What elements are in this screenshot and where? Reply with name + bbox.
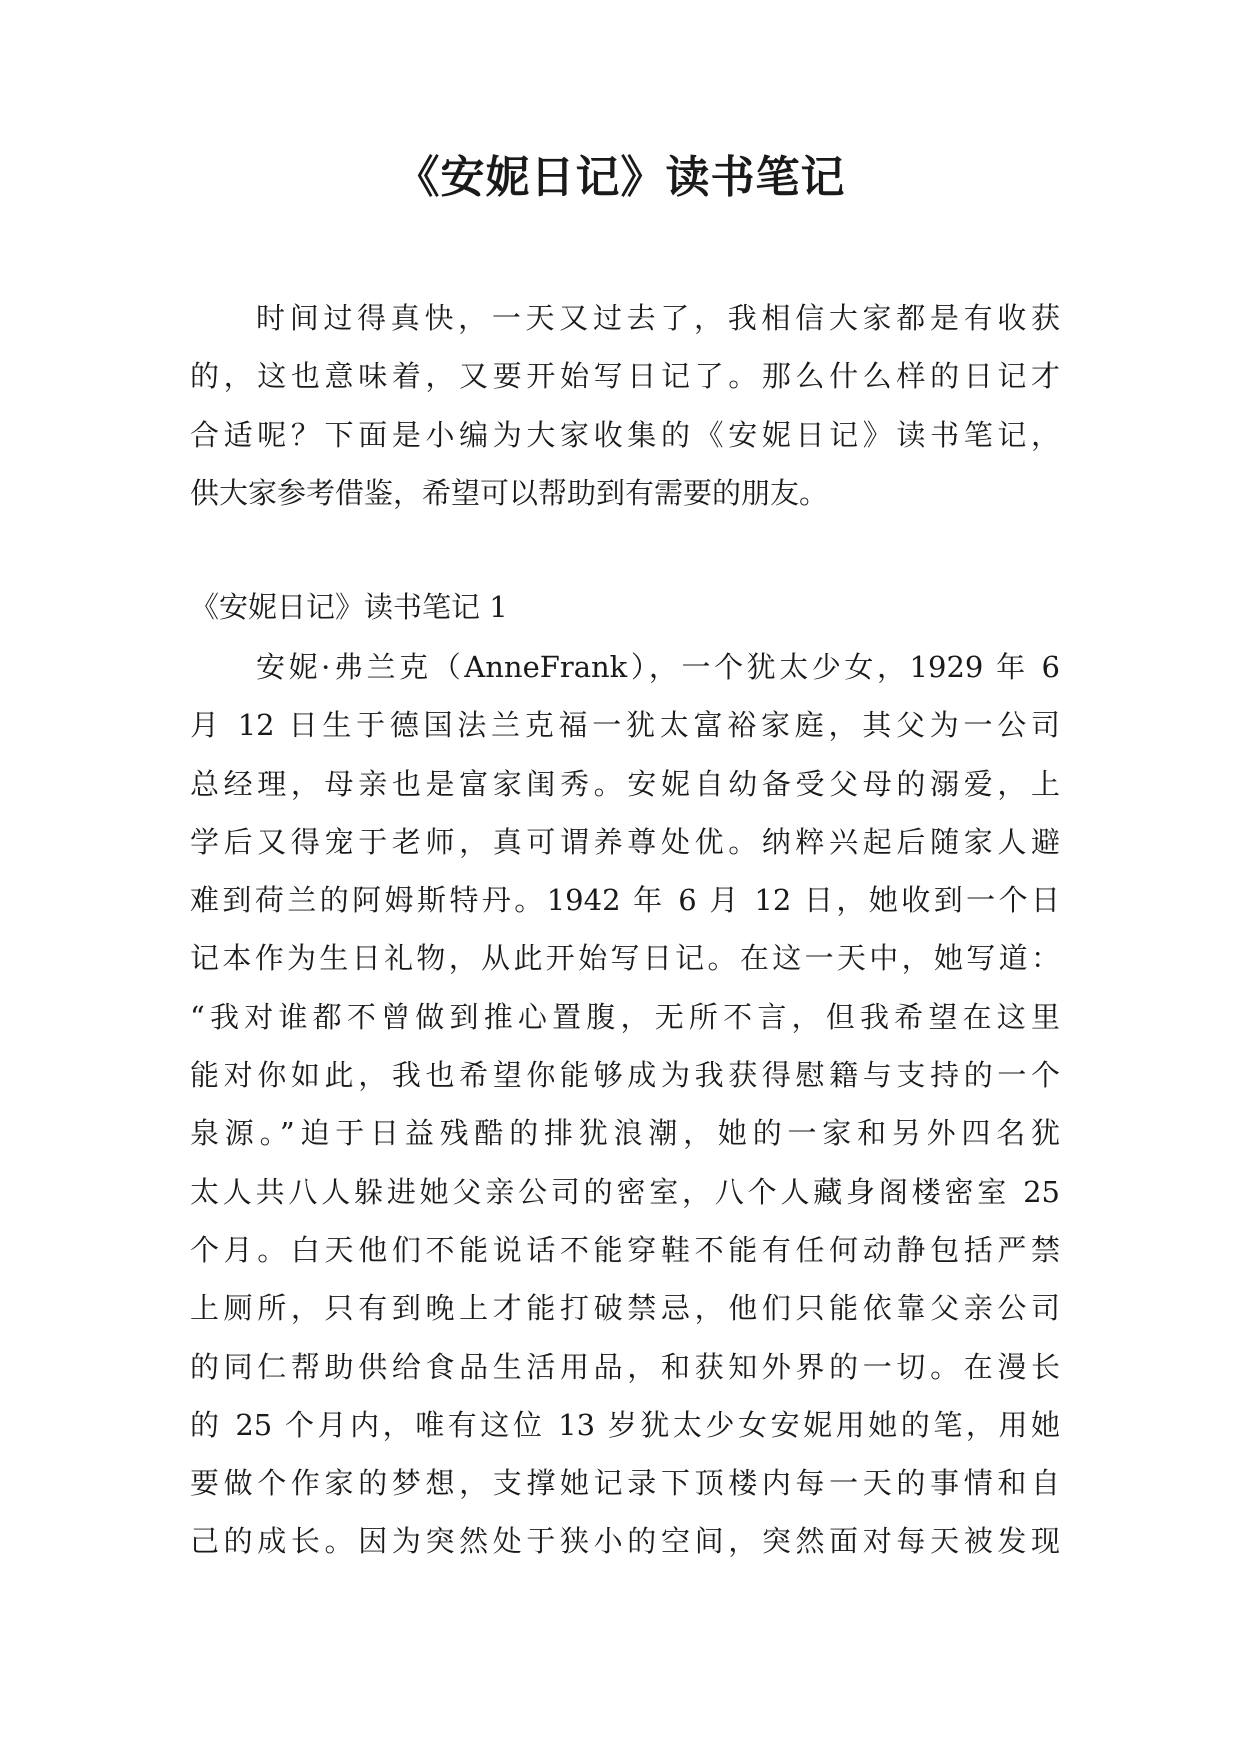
intro-paragraph xyxy=(190,289,1060,522)
intro-line: 的，这也意味着，又要开始写日记了。那么什么样的日记才 xyxy=(190,359,1060,394)
article-line: 己的成长。因为突然处于狭小的空间，突然面对每天被发现 xyxy=(190,1524,1060,1559)
article-line: 安妮·弗兰克（AnneFrank），一个犹太少女，1929 年 6 xyxy=(256,650,1060,684)
intro-line: 合适呢？下面是小编为大家收集的《安妮日记》读书笔记， xyxy=(190,417,1060,452)
article-line: 上厕所，只有到晚上才能打破禁忌，他们只能依靠父亲公司 xyxy=(190,1291,1060,1326)
article-line: “我对谁都不曾做到推心置腹，无所不言，但我希望在这里 xyxy=(190,999,1060,1034)
article-line: 太人共八人躲进她父亲公司的密室，八个人藏身阁楼密室 25 xyxy=(190,1174,1060,1209)
intro-line: 供大家参考借鉴，希望可以帮助到有需要的朋友。 xyxy=(190,475,829,510)
article-line: 总经理，母亲也是富家闺秀。安妮自幼备受父母的溺爱，上 xyxy=(190,766,1060,801)
document-title: 《安妮日记》读书笔记 xyxy=(395,152,846,203)
article-line: 泉源。”迫于日益残酷的排犹浪潮，她的一家和另外四名犹 xyxy=(190,1116,1060,1151)
article-line: 难到荷兰的阿姆斯特丹。1942 年 6 月 12 日，她收到一个日 xyxy=(190,883,1060,918)
article-line: 月 12 日生于德国法兰克福一犹太富裕家庭，其父为一公司 xyxy=(190,708,1060,743)
article-line: 的 25 个月内，唯有这位 13 岁犹太少女安妮用她的笔，用她 xyxy=(190,1407,1060,1442)
article-line: 学后又得宠于老师，真可谓养尊处优。纳粹兴起后随家人避 xyxy=(190,824,1060,859)
article-line: 记本作为生日礼物，从此开始写日记。在这一天中，她写道： xyxy=(190,941,1060,976)
article-paragraph xyxy=(190,638,1060,1571)
article-line: 能对你如此，我也希望你能够成为我获得慰籍与支持的一个 xyxy=(190,1058,1060,1093)
intro-line: 时间过得真快，一天又过去了，我相信大家都是有收获 xyxy=(256,301,1060,335)
article-line: 个月。白天他们不能说话不能穿鞋不能有任何动静包括严禁 xyxy=(190,1232,1060,1267)
section-heading: 《安妮日记》读书笔记 1 xyxy=(190,590,508,624)
article-line: 要做个作家的梦想，支撑她记录下顶楼内每一天的事情和自 xyxy=(190,1466,1060,1501)
article-line: 的同仁帮助供给食品生活用品，和获知外界的一切。在漫长 xyxy=(190,1349,1060,1384)
